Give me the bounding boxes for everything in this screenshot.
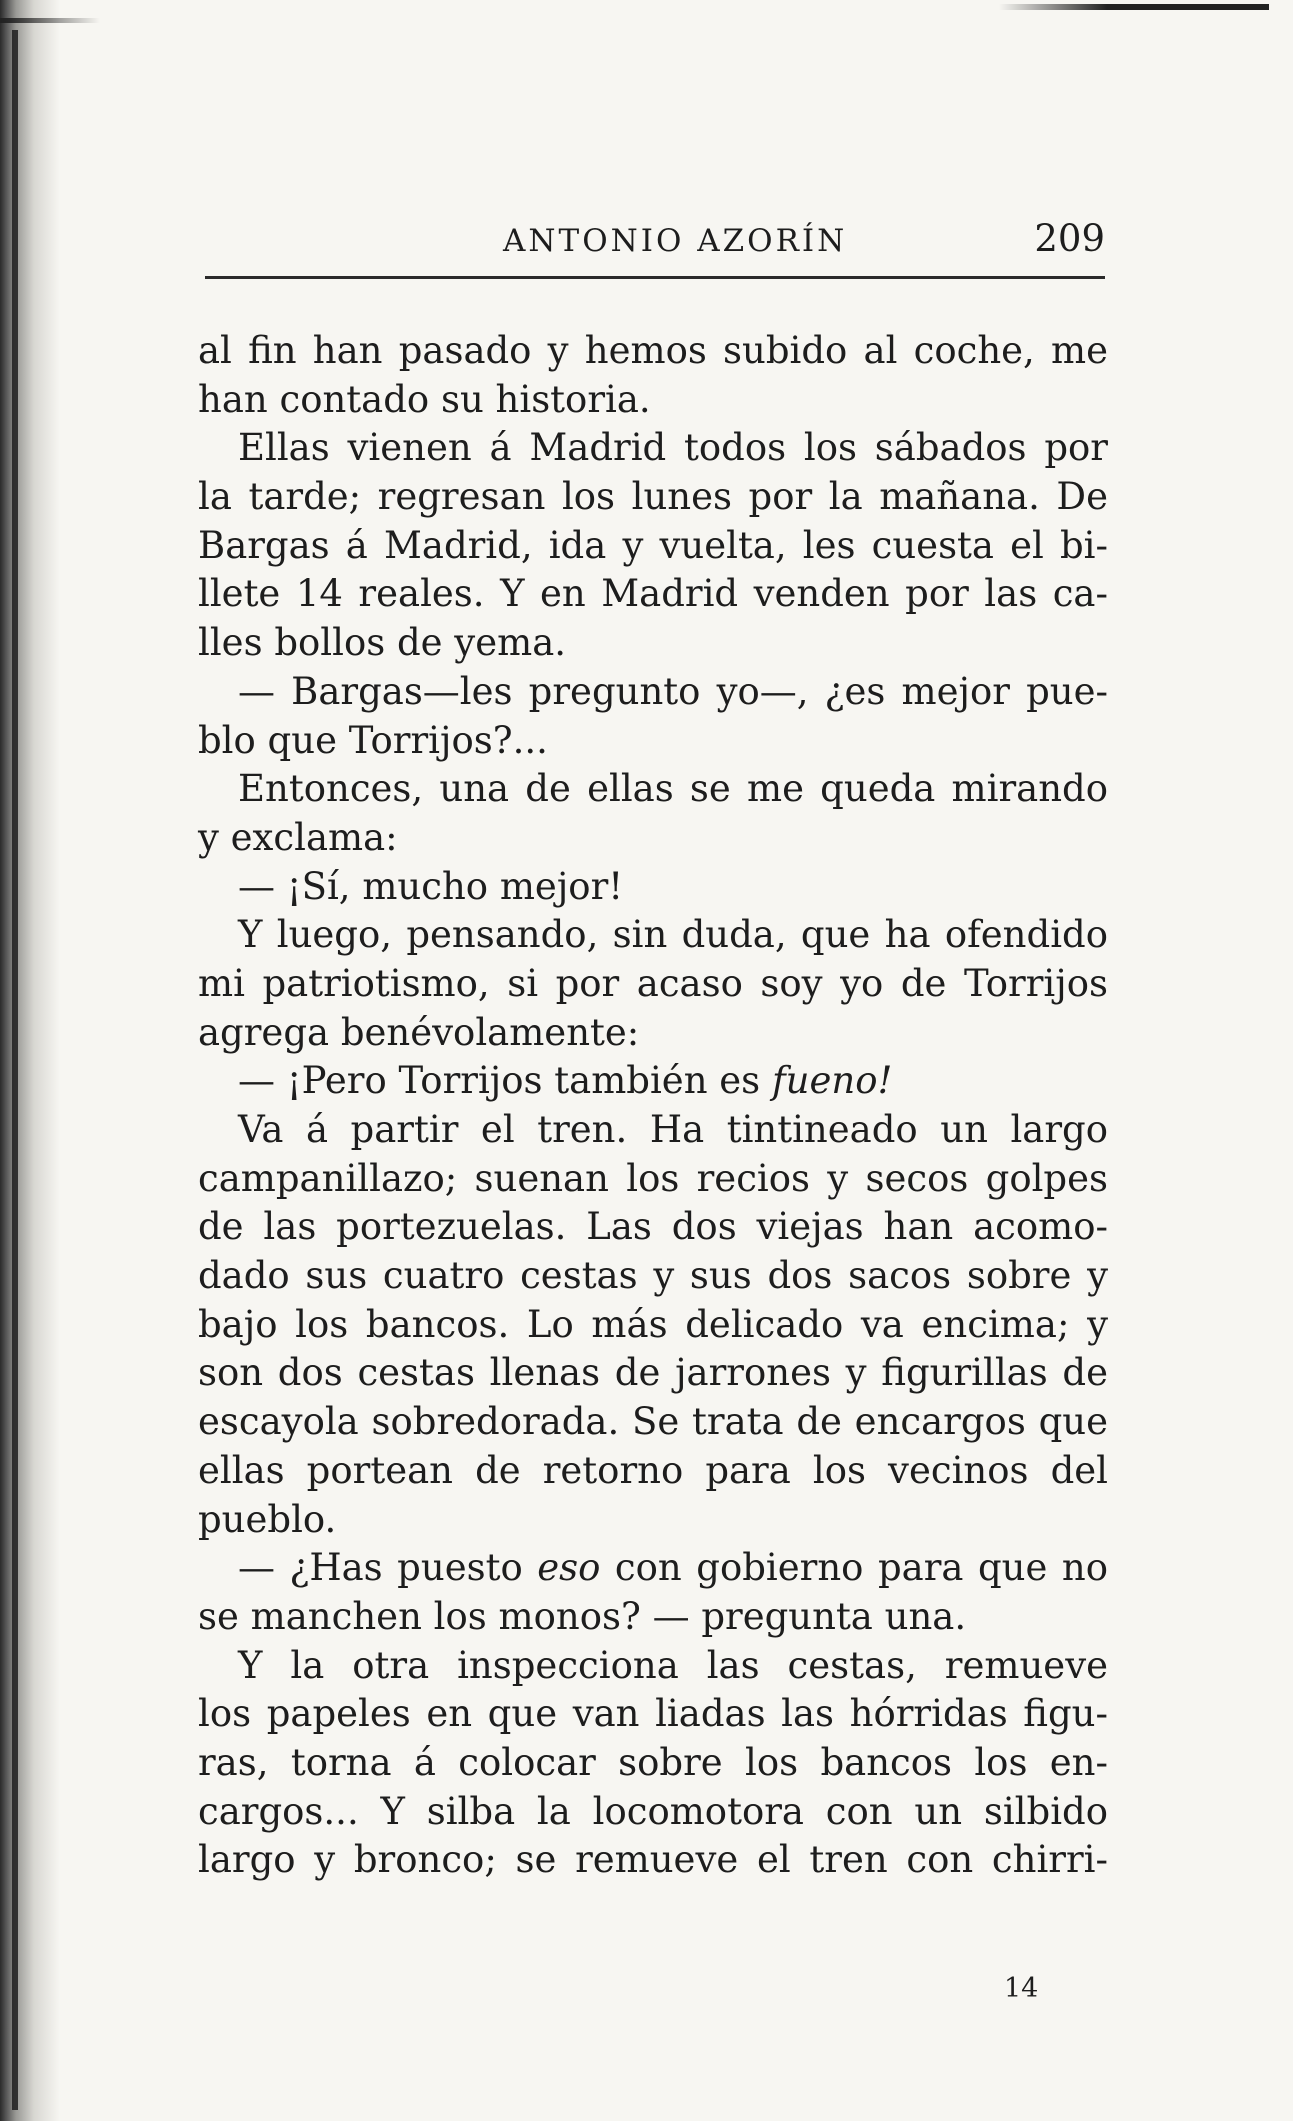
text-line: — ¡Pero Torrijos también es fueno!	[238, 1059, 893, 1103]
text-line: dado sus cuatro cestas y sus dos sacos sobre y	[198, 1254, 1108, 1298]
running-head	[205, 217, 1105, 263]
text-line: — ¿Has puesto eso con gobierno para que no	[238, 1546, 1109, 1590]
text-line: ellas portean de retorno para los vecinos del	[198, 1448, 1108, 1492]
page-number: 209	[1034, 217, 1105, 260]
text-line: se manchen los monos? — pregunta una.	[198, 1594, 967, 1638]
italic-word: eso	[537, 1546, 601, 1590]
body-text	[198, 327, 1108, 1885]
text-line: Va á partir el tren. Ha tintineado un largo	[238, 1108, 1108, 1151]
text-line: de las portezuelas. Las dos viejas han acomo-	[198, 1205, 1108, 1249]
text-line: los papeles en que van liadas las hórridas figu-	[198, 1692, 1108, 1736]
text-line: son dos cestas llenas de jarrones y figurillas de	[198, 1351, 1108, 1395]
binding-shadow	[0, 0, 60, 2121]
signature-mark: 14	[1004, 1973, 1039, 2004]
scan-edge-mark	[999, 4, 1269, 10]
text-line: la tarde; regresan los lunes por la mañana. De	[198, 475, 1108, 519]
text-line: lles bollos de yema.	[198, 621, 567, 665]
text-line: llete 14 reales. Y en Madrid venden por las ca-	[198, 572, 1108, 616]
text-line: largo y bronco; se remueve el tren con chirri-	[198, 1838, 1108, 1882]
text-line: Entonces, una de ellas se me queda mirando	[238, 767, 1108, 811]
scan-corner-mark	[0, 18, 100, 23]
header-rule	[205, 276, 1105, 279]
italic-word: fueno!	[771, 1059, 893, 1103]
text-line: Y luego, pensando, sin duda, que ha ofendido	[238, 913, 1108, 957]
binding-edge-line	[12, 30, 18, 2110]
text-line: Ellas vienen á Madrid todos los sábados por	[238, 426, 1108, 470]
text-line: — ¡Sí, mucho mejor!	[238, 864, 624, 908]
text-line: — Bargas—les pregunto yo—, ¿es mejor pue-	[238, 669, 1108, 713]
text-line: ras, torna á colocar sobre los bancos los en-	[198, 1740, 1108, 1784]
text-line: pueblo.	[198, 1497, 337, 1541]
text-line: bajo los bancos. Lo más delicado va encima; y	[198, 1302, 1108, 1346]
text-line: escayola sobredorada. Se trata de encargos que	[198, 1400, 1108, 1444]
text-line: Y la otra inspecciona las cestas, remueve	[238, 1643, 1108, 1687]
text-line: blo que Torrijos?...	[198, 718, 548, 762]
text-line: Bargas á Madrid, ida y vuelta, les cuesta el bi-	[198, 523, 1108, 567]
text-line: al fin han pasado y hemos subido al coche, me	[198, 329, 1108, 372]
text-line: han contado su historia.	[198, 377, 651, 421]
text-line: agrega benévolamente:	[198, 1010, 640, 1054]
running-title: ANTONIO AZORÍN	[503, 223, 848, 259]
text-line: cargos... Y silba la locomotora con un silbido	[198, 1789, 1108, 1833]
text-line: y exclama:	[198, 815, 398, 859]
text-line: campanillazo; suenan los recios y secos golpes	[198, 1156, 1108, 1200]
text-line: mi patriotismo, si por acaso soy yo de Torrijos	[198, 961, 1108, 1005]
